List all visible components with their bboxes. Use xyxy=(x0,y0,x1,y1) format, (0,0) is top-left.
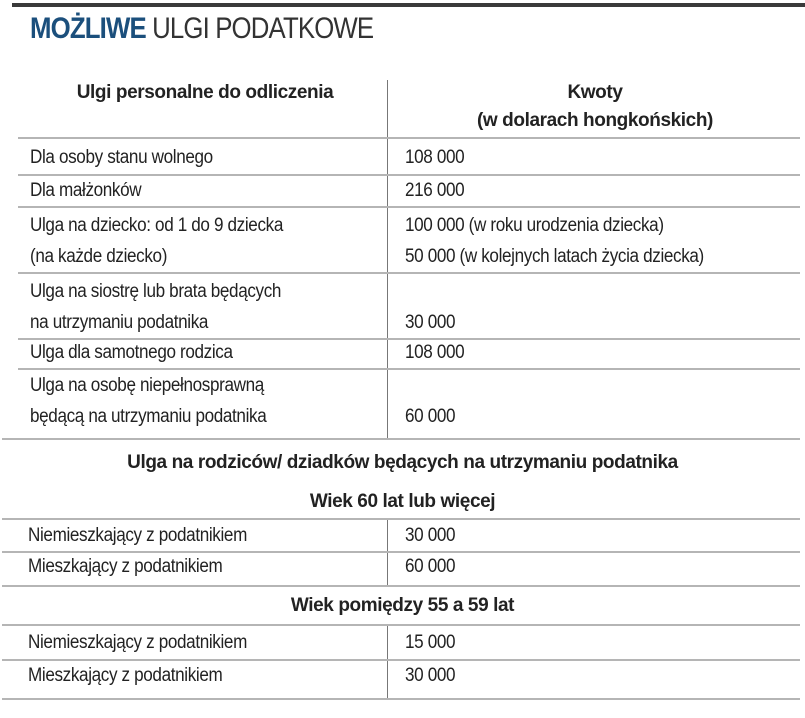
row-label: będącą na utrzymaniu podatnika xyxy=(30,406,267,427)
row-rule xyxy=(2,698,800,700)
row-value: 50 000 (w kolejnych latach życia dziecka) xyxy=(405,246,704,267)
row-value: 108 000 xyxy=(405,342,465,363)
header-col2-line1: Kwoty xyxy=(567,82,623,103)
row-label: Mieszkający z podatnikiem xyxy=(28,556,223,577)
subsection-heading: Wiek pomiędzy 55 a 59 lat xyxy=(290,595,515,616)
section-heading: Ulga na rodziców/ dziadków będących na utrzymaniu podatnika xyxy=(127,452,678,473)
subsection-heading: Wiek 60 lat lub więcej xyxy=(309,491,496,512)
row-value: 30 000 xyxy=(405,312,456,333)
row-value: 100 000 (w roku urodzenia dziecka) xyxy=(405,215,664,236)
row-label: Dla osoby stanu wolnego xyxy=(30,147,213,168)
row-label: Niemieszkający z podatnikiem xyxy=(28,525,247,546)
row-label: Niemieszkający z podatnikiem xyxy=(28,632,247,653)
row-rule xyxy=(18,137,800,139)
row-label: Dla małżonków xyxy=(30,180,142,201)
title-rest: ULGI PODATKOWE xyxy=(152,12,374,45)
row-value: 108 000 xyxy=(405,147,465,168)
row-label: Ulga dla samotnego rodzica xyxy=(30,342,233,363)
row-label: na utrzymaniu podatnika xyxy=(30,312,209,333)
row-value: 15 000 xyxy=(405,632,456,653)
row-value: 30 000 xyxy=(405,525,456,546)
header-col2-line2: (w dolarach hongkońskich) xyxy=(477,110,713,131)
row-label: Mieszkający z podatnikiem xyxy=(28,665,223,686)
row-rule xyxy=(18,272,800,274)
row-label: Ulga na dziecko: od 1 do 9 dziecka xyxy=(30,215,283,236)
row-rule xyxy=(18,206,800,208)
title-bold: MOŻLIWE xyxy=(30,12,146,45)
top-rule xyxy=(12,3,805,7)
column-divider xyxy=(387,625,388,699)
row-label: (na każde dziecko) xyxy=(30,246,168,267)
header-col1: Ulgi personalne do odliczenia xyxy=(76,82,334,103)
row-rule xyxy=(2,624,800,626)
column-divider xyxy=(387,80,388,439)
row-value: 216 000 xyxy=(405,180,465,201)
row-value: 60 000 xyxy=(405,406,456,427)
row-label: Ulga na siostrę lub brata będących xyxy=(30,281,282,302)
page-title xyxy=(30,12,373,46)
row-rule xyxy=(2,438,800,440)
row-value: 60 000 xyxy=(405,556,456,577)
row-value: 30 000 xyxy=(405,665,456,686)
row-rule xyxy=(2,585,800,587)
row-label: Ulga na osobę niepełnosprawną xyxy=(30,375,264,396)
